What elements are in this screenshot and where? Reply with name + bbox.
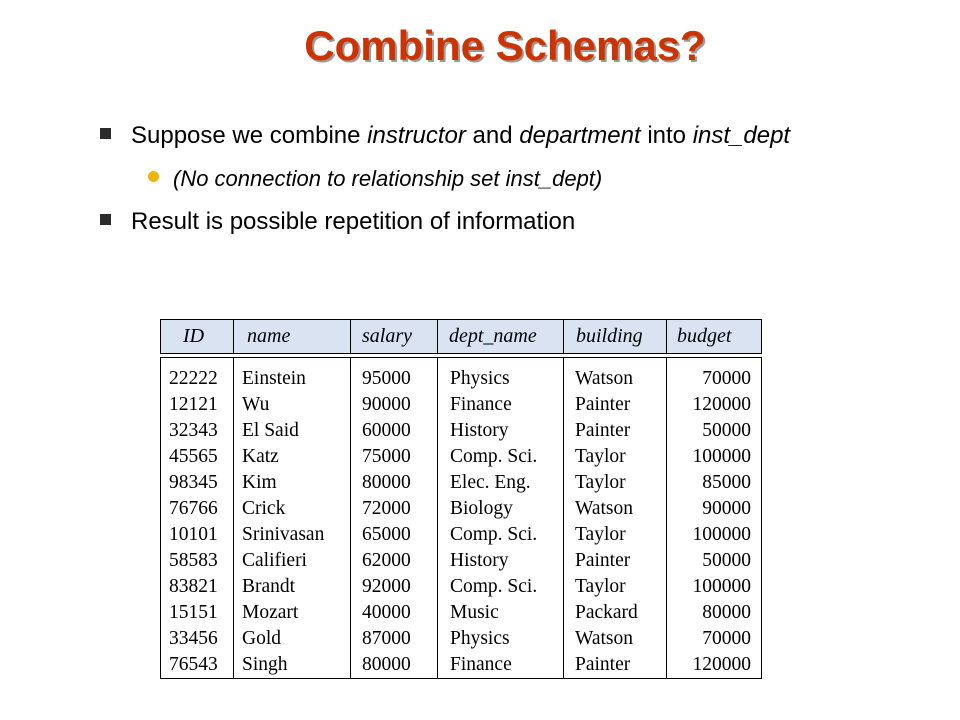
table-cell-building: Painter: [575, 394, 631, 415]
table-cell-building: Watson: [575, 368, 634, 389]
table-cell-salary: 87000: [362, 628, 411, 649]
table-cell-budget: 120000: [692, 654, 751, 675]
header-budget: budget: [677, 325, 732, 347]
bullet-text: Result is possible repetition of information: [131, 208, 576, 235]
table-cell-id: 32343: [169, 420, 218, 441]
table-cell-salary: 95000: [362, 368, 411, 389]
table-cell-building: Packard: [575, 602, 638, 623]
table-cell-building: Watson: [575, 628, 634, 649]
table-cell-dept-name: Elec. Eng.: [450, 472, 531, 493]
table-cell-name: Gold: [242, 628, 281, 649]
sub-bullet-text: (No connection to relationship set inst_dept): [173, 166, 603, 191]
column-name: [233, 358, 350, 678]
table-cell-building: Watson: [575, 498, 634, 519]
table-cell-salary: 72000: [362, 498, 411, 519]
italic-inst-dept: inst_dept: [692, 122, 791, 149]
table-cell-id: 10101: [169, 524, 218, 545]
table-cell-salary: 62000: [362, 550, 411, 571]
column-id: [161, 358, 233, 678]
table-cell-building: Painter: [575, 420, 631, 441]
table-cell-budget: 100000: [692, 524, 751, 545]
table-cell-salary: 90000: [362, 394, 411, 415]
table-cell-dept-name: Comp. Sci.: [450, 446, 538, 467]
table-cell-name: Wu: [242, 394, 270, 415]
table-cell-salary: 80000: [362, 654, 411, 675]
table-cell-name: Einstein: [242, 368, 306, 389]
table-cell-id: 22222: [169, 368, 218, 389]
sub-bullet-no-connection: [148, 166, 602, 192]
slide-title: Combine Schemas?: [304, 22, 706, 69]
table-cell-dept-name: Finance: [450, 394, 512, 415]
table-cell-building: Painter: [575, 654, 631, 675]
table-cell-salary: 40000: [362, 602, 411, 623]
table-cell-id: 45565: [169, 446, 218, 467]
table-cell-id: 83821: [169, 576, 218, 597]
column-dept-name: [437, 358, 563, 678]
column-budget: [666, 358, 761, 678]
table-cell-id: 76543: [169, 654, 218, 675]
table-cell-id: 76766: [169, 498, 218, 519]
header-dept-name: dept_name: [449, 325, 537, 347]
table-cell-building: Taylor: [575, 446, 626, 467]
round-bullet-icon: [148, 171, 159, 182]
table-cell-salary: 92000: [362, 576, 411, 597]
table-cell-budget: 120000: [692, 394, 751, 415]
table-cell-salary: 65000: [362, 524, 411, 545]
table-cell-dept-name: Biology: [450, 498, 513, 519]
table-cell-name: Mozart: [242, 602, 299, 623]
table-cell-dept-name: Comp. Sci.: [450, 524, 538, 545]
header-salary: salary: [362, 325, 412, 347]
table-cell-budget: 85000: [702, 472, 751, 493]
table-header-row: [160, 319, 762, 354]
table-cell-budget: 90000: [702, 498, 751, 519]
table-cell-id: 12121: [169, 394, 218, 415]
bullet-repetition: [100, 208, 575, 236]
table-cell-dept-name: History: [450, 550, 509, 571]
table-cell-building: Taylor: [575, 472, 626, 493]
header-building: building: [576, 325, 643, 347]
column-building: [563, 358, 666, 678]
bullet-text-1: Suppose we combine: [131, 122, 368, 149]
table-cell-budget: 100000: [692, 576, 751, 597]
table-cell-id: 98345: [169, 472, 218, 493]
italic-instructor: instructor: [367, 122, 466, 149]
table-cell-budget: 100000: [692, 446, 751, 467]
table-cell-budget: 80000: [702, 602, 751, 623]
table-cell-budget: 70000: [702, 368, 751, 389]
column-salary: [350, 358, 437, 678]
table-cell-name: Srinivasan: [242, 524, 325, 545]
bullet-text-2: and: [465, 122, 520, 149]
table-cell-dept-name: Physics: [450, 368, 510, 389]
bullet-text-3: into: [640, 122, 693, 149]
table-cell-dept-name: Physics: [450, 628, 510, 649]
table-cell-budget: 50000: [702, 420, 751, 441]
table-cell-building: Taylor: [575, 576, 626, 597]
table-cell-id: 58583: [169, 550, 218, 571]
table-cell-salary: 60000: [362, 420, 411, 441]
table-cell-name: Katz: [242, 446, 279, 467]
table-cell-salary: 75000: [362, 446, 411, 467]
table-cell-name: Crick: [242, 498, 286, 519]
italic-department: department: [519, 122, 641, 149]
table-cell-salary: 80000: [362, 472, 411, 493]
table-cell-id: 33456: [169, 628, 218, 649]
table-cell-dept-name: Music: [450, 602, 499, 623]
table-cell-id: 15151: [169, 602, 218, 623]
table-cell-dept-name: Comp. Sci.: [450, 576, 538, 597]
table-cell-name: El Said: [242, 420, 299, 441]
table-cell-budget: 70000: [702, 628, 751, 649]
table-cell-name: Singh: [242, 654, 288, 675]
header-name: name: [247, 325, 291, 347]
table-cell-name: Kim: [242, 472, 277, 493]
square-bullet-icon: [100, 128, 111, 139]
table-cell-name: Califieri: [242, 550, 307, 571]
bullet-combine-schemas: [100, 122, 790, 150]
table-cell-building: Painter: [575, 550, 631, 571]
table-cell-budget: 50000: [702, 550, 751, 571]
table-cell-building: Taylor: [575, 524, 626, 545]
table-cell-name: Brandt: [242, 576, 296, 597]
square-bullet-icon: [100, 214, 111, 225]
header-id: ID: [183, 325, 205, 347]
table-body: [160, 357, 762, 679]
table-cell-dept-name: Finance: [450, 654, 512, 675]
table-cell-dept-name: History: [450, 420, 509, 441]
